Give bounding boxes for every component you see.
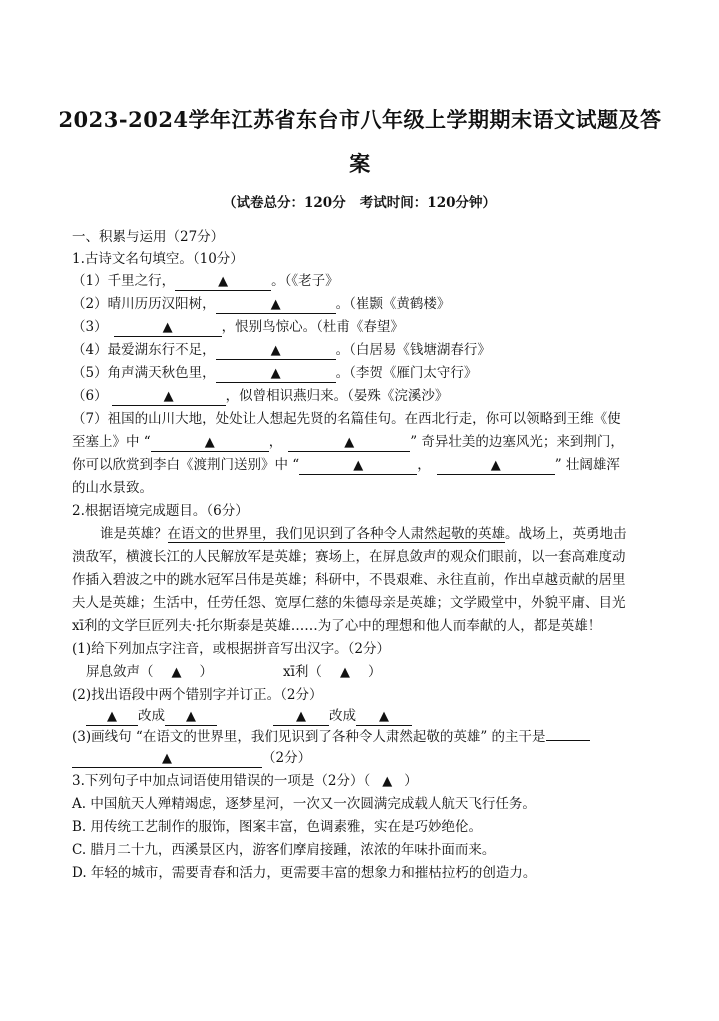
item-text: 你可以欣赏到李白《渡荆门送别》中 “ [72, 457, 300, 473]
q1-heading: 1.古诗文名句填空。（10分） [72, 251, 244, 267]
answer-blank[interactable] [288, 434, 410, 452]
answer-slot[interactable] [370, 770, 404, 793]
triangle-icon: ▲ [163, 389, 174, 404]
answer-blank-start[interactable] [546, 740, 590, 741]
answer-blank[interactable] [175, 273, 271, 291]
q1-item-3 [72, 316, 404, 338]
change-label: 改成 [138, 708, 165, 724]
q2-heading: 2.根据语境完成题目。（6分） [72, 503, 249, 519]
item-number: （3） [72, 319, 108, 335]
item-text: ， [268, 434, 283, 450]
q3-option-c[interactable]: C. 腊月二十九，西溪景区内，游客们摩肩接踵，浓浓的年味扑面而来。 [72, 842, 496, 858]
q1-item-1 [72, 270, 339, 292]
item-source: ，恨别鸟惊心。（杜甫《春望》 [221, 319, 404, 335]
q2-sub2-heading: (2)找出语段中两个错别字并订正。（2分） [72, 687, 323, 703]
q1-item-4 [72, 339, 491, 361]
triangle-icon: ▲ [379, 709, 389, 724]
q1-item-7-line1: （7）祖国的山川大地，处处让人想起先贤的名篇佳句。在西北行走，你可以领略到王维《使 [72, 411, 621, 427]
item-text: ” 奇异壮美的边塞风光；来到荆门， [410, 434, 624, 450]
answer-blank[interactable] [165, 708, 217, 726]
item-text: 至塞上》中 “ [72, 434, 151, 450]
triangle-icon: ▲ [218, 274, 229, 289]
triangle-icon: ▲ [162, 320, 173, 335]
item-number: （1） [72, 273, 108, 289]
q3-heading [72, 770, 418, 793]
answer-blank[interactable] [356, 708, 412, 726]
answer-blank[interactable] [86, 708, 138, 726]
item-number: （2） [72, 296, 108, 312]
bracket: ） [199, 664, 213, 680]
bracket: ） [367, 664, 382, 680]
passage-text: 。战场上，英勇地击 [505, 526, 627, 542]
answer-blank[interactable] [216, 342, 336, 360]
triangle-icon: ▲ [270, 297, 281, 312]
item-source: 。（白居易《钱塘湖春行》 [335, 342, 491, 358]
answer-slot[interactable] [322, 661, 368, 684]
item-text: ” 壮阔雄浑 [554, 457, 620, 473]
q1-item-6 [72, 385, 448, 407]
passage-text: 谁是英雄？ [100, 526, 168, 542]
q2-sub3-line1 [72, 726, 590, 748]
answer-blank[interactable] [273, 708, 329, 726]
bracket: ） [404, 773, 418, 789]
triangle-icon: ▲ [107, 709, 117, 724]
q2-sub3-line2 [72, 747, 311, 769]
word-label: 屏息敛声（ [86, 664, 154, 680]
item-text: 最爱湖东行不足， [107, 342, 216, 358]
item-text: (3)画线句 “在语文的世界里，我们见识到了各种令人肃然起敬的英雄” 的主干是 [72, 729, 546, 745]
triangle-icon: ▲ [270, 366, 281, 381]
answer-blank[interactable] [437, 457, 555, 475]
exam-subtitle: （试卷总分：120分 考试时间：120分钟） [223, 195, 496, 211]
item-text: ， [417, 457, 431, 473]
q2-sub1-answers [86, 661, 381, 684]
q1-item-7-line4: 的山水景致。 [72, 480, 153, 496]
score-label: （2分） [262, 750, 312, 766]
exam-title-line1: 2023-2024学年江苏省东台市八年级上学期期末语文试题及答 [58, 107, 662, 132]
passage-line-4: 夫人是英雄；生活中，任劳任怨、宽厚仁慈的朱德母亲是英雄；文学殿堂中，外貌平庸、目光 [72, 595, 626, 611]
item-text: 角声满天秋色里， [107, 365, 216, 381]
triangle-icon: ▲ [270, 343, 281, 358]
triangle-icon: ▲ [162, 751, 172, 766]
answer-blank[interactable] [114, 319, 222, 337]
answer-blank[interactable] [112, 388, 226, 406]
q3-option-a[interactable]: A. 中国航天人殚精竭虑，逐梦星河，一次又一次圆满完成载人航天飞行任务。 [72, 796, 536, 812]
q2-sub2-answers [86, 705, 412, 727]
triangle-icon: ▲ [490, 458, 501, 473]
triangle-icon: ▲ [296, 709, 306, 724]
answer-blank[interactable] [72, 750, 262, 768]
passage-line-2: 溃敌军，横渡长江的人民解放军是英雄；赛场上，在屏息敛声的观众们眼前，以一套高难度动 [72, 549, 626, 565]
item-number: （5） [72, 365, 108, 381]
q3-option-b[interactable]: B. 用传统工艺制作的服饰，图案丰富，色调素雅，实在是巧妙绝伦。 [72, 819, 483, 835]
triangle-icon: ▲ [186, 709, 196, 724]
q1-item-7-line3 [72, 454, 620, 476]
triangle-icon: ▲ [204, 435, 215, 450]
item-source: 。（李贺《雁门太守行》 [335, 365, 478, 381]
passage-line-1 [100, 523, 627, 545]
answer-blank[interactable] [151, 434, 269, 452]
triangle-icon: ▲ [339, 665, 350, 680]
q1-item-7-line2 [72, 431, 624, 453]
answer-blank[interactable] [216, 365, 336, 383]
triangle-icon: ▲ [353, 458, 364, 473]
section-heading: 一、积累与运用（27分） [72, 229, 225, 245]
exam-title-line2: 案 [349, 151, 371, 176]
passage-line-3: 作插入碧波之中的跳水冠军吕伟是英雄；科研中，不畏艰难、永往直前，作出卓越贡献的居里 [72, 572, 626, 588]
item-source: 。（崔颢《黄鹤楼》 [335, 296, 451, 312]
triangle-icon: ▲ [382, 774, 393, 789]
underlined-sentence: 在语文的世界里，我们见识到了各种令人肃然起敬的英雄 [167, 526, 505, 542]
item-source: 。（《老子》 [271, 273, 339, 289]
item-number: （4） [72, 342, 108, 358]
item-source: ，似曾相识燕归来。（晏殊《浣溪沙》 [225, 388, 449, 404]
q1-item-2 [72, 293, 450, 315]
word-label: xī利（ [283, 664, 322, 680]
answer-blank[interactable] [299, 457, 417, 475]
answer-slot[interactable] [154, 661, 200, 684]
q1-item-5 [72, 362, 477, 384]
question-text: 3.下列句子中加点词语使用错误的一项是（2分）（ [72, 773, 371, 789]
item-text: 晴川历历汉阳树， [107, 296, 216, 312]
triangle-icon: ▲ [171, 665, 182, 680]
q2-sub1-heading: (1)给下列加点字注音，或根据拼音写出汉字。（2分） [72, 641, 390, 657]
passage-line-5: xī利的文学巨匠列夫·托尔斯泰是英雄……为了心中的理想和他人而奉献的人，都是英雄！ [72, 618, 602, 634]
triangle-icon: ▲ [344, 435, 355, 450]
item-text: 千里之行， [107, 273, 176, 289]
change-label: 改成 [329, 708, 356, 724]
answer-blank[interactable] [216, 296, 336, 314]
item-number: （6） [72, 388, 108, 404]
q3-option-d[interactable]: D. 年轻的城市，需要青春和活力，更需要丰富的想象力和摧枯拉朽的创造力。 [72, 865, 537, 881]
